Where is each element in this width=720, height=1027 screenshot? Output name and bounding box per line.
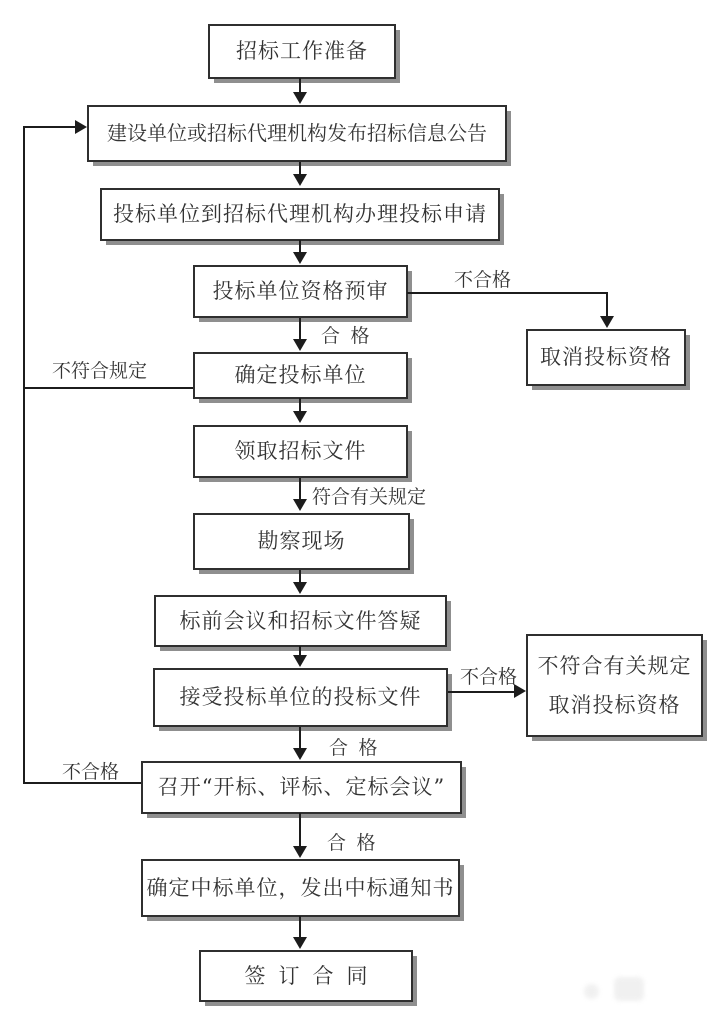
connector-nonconforming-hline	[23, 387, 193, 389]
connector-prequalify-fail-arrowhead	[600, 316, 614, 328]
node-prequalification-label: 投标单位资格预审	[212, 279, 389, 304]
connector-prequalify-confirm-line	[299, 318, 301, 340]
connector-announce-apply-arrowhead	[293, 174, 307, 186]
node-cancel-qualification-2	[526, 634, 703, 737]
node-pre-bid-meeting-label: 标前会议和招标文件答疑	[179, 608, 422, 633]
node-announcement-label: 建设单位或招标代理机构发布招标信息公告	[107, 121, 487, 145]
node-announcement	[87, 105, 507, 162]
connector-confirm-receive-arrowhead	[293, 411, 307, 423]
node-prequalification	[193, 265, 408, 318]
node-bid-application-label: 投标单位到招标代理机构办理投标申请	[113, 202, 487, 227]
connector-return-rail	[23, 127, 25, 783]
label-prequalify-fail: 不合格	[454, 269, 512, 291]
connector-accept-opening-line	[299, 727, 301, 749]
label-conforms-rules: 符合有关规定	[312, 486, 427, 508]
watermark-icon	[614, 977, 644, 1001]
connector-award-sign-arrowhead	[293, 937, 307, 949]
node-bid-application	[100, 188, 500, 241]
node-site-survey	[193, 513, 410, 570]
node-bid-preparation-label: 招标工作准备	[236, 39, 368, 64]
node-cancel-qualification-2-line2: 取消投标资格	[548, 693, 681, 717]
label-opening-fail: 不合格	[62, 761, 120, 783]
label-accept-pass: 合格	[329, 737, 388, 759]
connector-return-to-announce-hline	[23, 126, 76, 128]
node-bid-preparation	[208, 24, 396, 79]
node-cancel-qualification	[526, 329, 686, 386]
connector-opening-award-arrowhead	[293, 846, 307, 858]
label-prequalify-pass: 合格	[321, 325, 380, 347]
node-sign-contract	[199, 950, 413, 1002]
label-accept-fail: 不合格	[460, 666, 518, 688]
node-sign-contract-label: 签订合同	[244, 963, 381, 988]
node-cancel-qualification-2-line1: 不符合有关规定	[537, 653, 692, 678]
node-confirm-bidders-label: 确定投标单位	[234, 363, 367, 388]
node-accept-bid-documents-label: 接受投标单位的投标文件	[179, 685, 422, 710]
connector-meeting-accept-arrowhead	[293, 655, 307, 667]
node-site-survey-label: 勘察现场	[257, 529, 346, 554]
connector-prequalify-confirm-arrowhead	[293, 339, 307, 351]
node-bid-opening-meeting-label: 召开“开标、评标、定标会议”	[157, 775, 446, 800]
connector-survey-meeting-arrowhead	[293, 582, 307, 594]
connector-award-sign-line	[299, 916, 301, 938]
watermark-icon	[584, 984, 599, 999]
connector-return-to-announce-arrowhead	[75, 120, 87, 134]
connector-prequalify-fail-vline	[606, 292, 608, 317]
node-accept-bid-documents	[153, 668, 448, 727]
label-nonconforming: 不符合规定	[52, 360, 148, 382]
node-award-notice-label: 确定中标单位，发出中标通知书	[146, 875, 455, 900]
node-receive-documents-label: 领取招标文件	[234, 439, 367, 464]
connector-prequalify-fail-hline	[407, 292, 608, 294]
connector-opening-award-line	[299, 813, 301, 847]
connector-accept-fail-hline	[448, 691, 515, 693]
connector-confirm-receive-line	[299, 398, 301, 412]
node-award-notice	[141, 859, 460, 917]
node-bid-opening-meeting	[141, 761, 462, 814]
connector-apply-prequalify-arrowhead	[293, 252, 307, 264]
connector-prepare-announce-arrowhead	[293, 92, 307, 104]
node-cancel-qualification-label: 取消投标资格	[540, 345, 672, 370]
node-confirm-bidders	[193, 352, 408, 399]
connector-receive-survey-arrowhead	[293, 499, 307, 511]
connector-receive-survey-line	[299, 478, 301, 500]
node-receive-documents	[193, 425, 408, 478]
label-opening-pass: 合格	[327, 832, 386, 854]
node-pre-bid-meeting	[154, 595, 447, 647]
connector-accept-opening-arrowhead	[293, 748, 307, 760]
